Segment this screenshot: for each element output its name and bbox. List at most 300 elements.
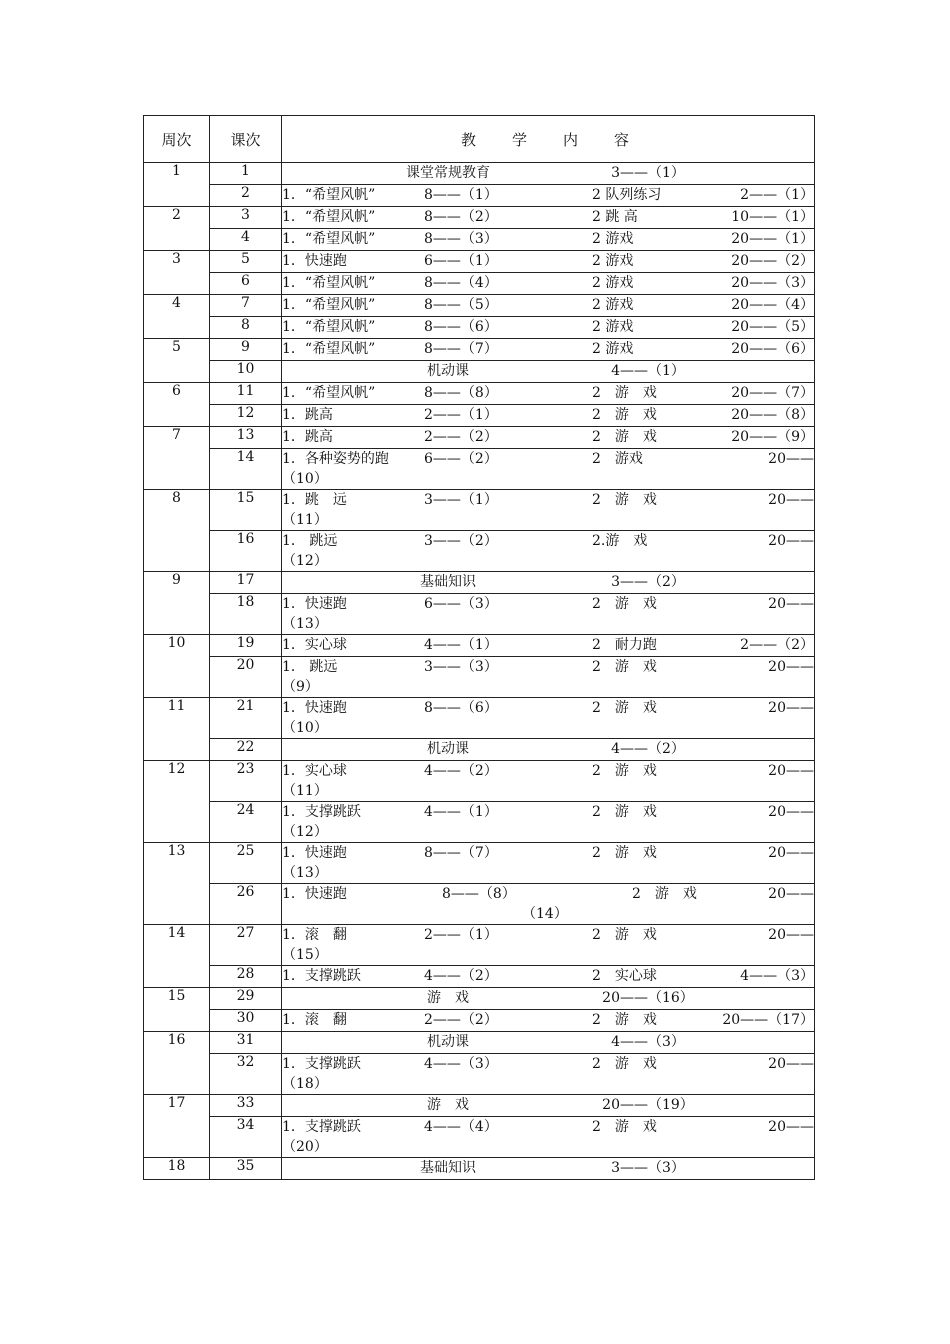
table-row [144,1095,815,1117]
table-row [144,317,815,339]
activity-1: 1．快速跑 [282,596,347,612]
activity-1: 1．快速跑 [282,253,347,269]
week-cell: 15 [144,988,210,1032]
table-row [144,490,815,531]
activity-1: 1．“希望风帆” [282,187,376,203]
activity-2: 2 游 戏 [592,407,657,423]
week-cell: 1 [144,163,210,207]
schedule-body [144,163,815,1180]
activity-2: 2 游戏 [592,451,643,467]
content-line [282,449,814,469]
activity-2-count: 20—— [768,451,814,467]
week-cell: 9 [144,572,210,635]
activity-2-group [592,1054,814,1074]
activity-2: 2 游戏 [592,253,634,269]
activity-1: 1．“希望风帆” [282,319,376,335]
activity-1-count: 4——（1） [424,804,498,820]
activity-1-count: 8——（6） [424,319,498,335]
header-row [144,116,815,163]
lesson-cell: 23 [210,761,282,802]
table-row [144,739,815,761]
content-cell [282,802,815,843]
table-row [144,698,815,739]
content-cell [282,361,815,383]
activity-1: 1． 跳远 [282,659,338,675]
activity-2-group [592,531,814,551]
content-centered [282,572,814,592]
content-cell [282,427,815,449]
lesson-cell: 14 [210,449,282,490]
content-line [282,531,814,551]
content-continuation: （11） [282,783,328,799]
activity-1-count: 3——（3） [424,659,498,675]
activity-1-count: 8——（8） [424,385,498,401]
activity-1-count: 8——（6） [424,700,498,716]
activity-2: 2 实心球 [592,968,657,984]
activity-1-count: 4——（4） [424,1119,498,1135]
activity-2: 2 游 戏 [592,1119,657,1135]
table-row [144,572,815,594]
activity-2-group [592,339,814,359]
lesson-cell: 5 [210,251,282,273]
activity-2-group [592,317,814,337]
activity-2-group [592,383,814,403]
activity-2-group [592,273,814,293]
content-line [282,1010,814,1030]
activity-2-group [592,427,814,447]
activity-2: 2 游 戏 [632,886,697,902]
lesson-cell: 35 [210,1158,282,1180]
content-cell [282,449,815,490]
activity-2-group [592,925,814,945]
activity-1-count: 8——（1） [424,187,498,203]
content-cell [282,657,815,698]
activity-count: 4——（2） [611,741,685,757]
table-row [144,966,815,988]
table-row [144,1032,815,1054]
content-centered [282,988,814,1008]
lesson-cell: 27 [210,925,282,966]
activity-2-count: 20——（1） [731,231,814,247]
table-row [144,185,815,207]
lesson-cell: 30 [210,1010,282,1032]
activity-2-count: 20—— [768,596,814,612]
activity-2-count: 20—— [768,659,814,675]
lesson-cell: 19 [210,635,282,657]
content-line [282,884,814,904]
activity-1-count: 8——（7） [424,341,498,357]
week-cell: 14 [144,925,210,988]
activity-2-group [592,251,814,271]
content-centered [282,739,814,759]
lesson-cell: 15 [210,490,282,531]
activity-1: 1．实心球 [282,763,347,779]
table-row [144,635,815,657]
activity-2-count: 20—— [768,886,814,902]
activity-2: 2 游 戏 [592,804,657,820]
table-row [144,405,815,427]
activity-2-group [592,657,814,677]
table-row [144,229,815,251]
activity-1: 1．支撑跳跃 [282,1056,361,1072]
table-row [144,531,815,572]
activity-1-count: 3——（1） [424,492,498,508]
content-line [282,427,814,447]
lesson-cell: 9 [210,339,282,361]
activity-count: 20——（16） [602,990,694,1006]
activity-1: 1．跳高 [282,407,333,423]
content-continuation: （10） [282,720,328,736]
activity-1: 1．实心球 [282,637,347,653]
table-row [144,295,815,317]
activity-1: 1．支撑跳跃 [282,804,361,820]
table-row [144,657,815,698]
content-continuation: （12） [282,553,328,569]
week-cell: 8 [144,490,210,572]
content-cell [282,635,815,657]
activity-count: 20——（19） [602,1097,694,1113]
lesson-cell: 10 [210,361,282,383]
lesson-cell: 4 [210,229,282,251]
lesson-cell: 25 [210,843,282,884]
activity-2-count: 20—— [768,1056,814,1072]
content-continuation: （10） [282,471,328,487]
table-row [144,1158,815,1180]
content-cell [282,698,815,739]
lesson-cell: 33 [210,1095,282,1117]
activity-1-count: 8——（4） [424,275,498,291]
activity-2-count: 20—— [768,700,814,716]
table-row [144,884,815,925]
content-line [282,405,814,425]
content-cell [282,163,815,185]
table-row [144,449,815,490]
week-cell: 12 [144,761,210,843]
content-line [282,802,814,822]
lesson-cell: 21 [210,698,282,739]
activity-name: 基础知识 [420,1160,476,1176]
week-cell: 18 [144,1158,210,1180]
activity-name: 机动课 [427,1034,469,1050]
content-continuation: （11） [282,512,328,528]
activity-2-group [592,229,814,249]
content-line [282,843,814,863]
content-line [282,339,814,359]
activity-2-count: 20——（7） [731,385,814,401]
activity-2-group [592,843,814,863]
table-row [144,988,815,1010]
content-continuation: （15） [282,947,328,963]
activity-2-group [592,698,814,718]
activity-2-group [592,207,814,227]
activity-2: 2.游 戏 [592,533,648,549]
activity-name: 课堂常规教育 [406,165,490,181]
content-cell [282,594,815,635]
content-cell [282,531,815,572]
week-cell: 3 [144,251,210,295]
table-row [144,1117,815,1158]
content-cell [282,966,815,988]
activity-1-count: 4——（2） [424,968,498,984]
activity-2-group [632,884,814,904]
activity-1-count: 8——（3） [424,231,498,247]
activity-1: 1．“希望风帆” [282,275,376,291]
activity-2-count: 20——（3） [731,275,814,291]
activity-2-group [592,295,814,315]
content-line [282,925,814,945]
activity-2: 2 耐力跑 [592,637,657,653]
content-cell [282,739,815,761]
content-cell [282,1032,815,1054]
lesson-cell: 22 [210,739,282,761]
content-line [282,273,814,293]
content-cell [282,1010,815,1032]
content-continuation: （13） [282,616,328,632]
table-row [144,594,815,635]
activity-1-count: 6——（3） [424,596,498,612]
activity-1-count: 8——（2） [424,209,498,225]
activity-2-count: 20—— [768,927,814,943]
activity-1-count: 6——（1） [424,253,498,269]
activity-1: 1．快速跑 [282,845,347,861]
lesson-cell: 24 [210,802,282,843]
activity-1: 1．快速跑 [282,886,347,902]
content-line [282,207,814,227]
activity-1-count: 6——（2） [424,451,498,467]
activity-count: 3——（1） [611,165,685,181]
content-line [282,698,814,718]
activity-name: 机动课 [427,363,469,379]
activity-2-count: 20—— [768,492,814,508]
activity-2-group [592,966,814,986]
activity-2: 2 游戏 [592,341,634,357]
activity-1-count: 3——（2） [424,533,498,549]
table-row [144,802,815,843]
lesson-cell: 13 [210,427,282,449]
content-centered [282,1095,814,1115]
activity-2-count: 20—— [768,845,814,861]
header-lesson: 课次 [210,116,282,163]
activity-2-group [592,802,814,822]
table-row [144,361,815,383]
activity-2-count: 20——（17） [722,1012,814,1028]
week-cell: 5 [144,339,210,383]
activity-2-group [592,1117,814,1137]
week-cell: 13 [144,843,210,925]
activity-1: 1．“希望风帆” [282,385,376,401]
activity-2-count: 4——（3） [740,968,814,984]
activity-1: 1．“希望风帆” [282,231,376,247]
content-cell [282,339,815,361]
content-cell [282,405,815,427]
content-line [282,966,814,986]
activity-count: 4——（1） [611,363,685,379]
activity-2-count: 20—— [768,804,814,820]
content-cell [282,317,815,339]
activity-1-count: 4——（2） [424,763,498,779]
content-cell [282,185,815,207]
table-row [144,251,815,273]
activity-2-group [592,594,814,614]
activity-2: 2 游戏 [592,231,634,247]
content-continuation: （14） [522,906,568,922]
activity-1: 1．滚 翻 [282,1012,347,1028]
activity-2: 2 游 戏 [592,1056,657,1072]
content-line [282,1117,814,1137]
activity-2-count: 20——（5） [731,319,814,335]
content-cell [282,273,815,295]
content-line [282,251,814,271]
content-line [282,594,814,614]
content-line [282,295,814,315]
content-line [282,761,814,781]
content-cell [282,1117,815,1158]
table-row [144,843,815,884]
activity-name: 游 戏 [427,990,469,1006]
activity-1: 1．“希望风帆” [282,209,376,225]
content-line [282,635,814,655]
week-cell: 17 [144,1095,210,1158]
activity-2-count: 20——（4） [731,297,814,313]
activity-1-count: 8——（7） [424,845,498,861]
content-cell [282,988,815,1010]
content-continuation: （13） [282,865,328,881]
content-line [282,490,814,510]
week-cell: 4 [144,295,210,339]
activity-1-count: 2——（1） [424,407,498,423]
activity-count: 3——（2） [611,574,685,590]
content-cell [282,295,815,317]
lesson-cell: 34 [210,1117,282,1158]
week-cell: 6 [144,383,210,427]
table-row [144,925,815,966]
activity-2: 2 游 戏 [592,429,657,445]
activity-1-count: 4——（3） [424,1056,498,1072]
content-cell [282,761,815,802]
content-continuation: （9） [282,679,319,695]
header-content: 教学内容 [282,116,815,163]
activity-name: 机动课 [427,741,469,757]
activity-name: 基础知识 [420,574,476,590]
lesson-cell: 18 [210,594,282,635]
lesson-cell: 6 [210,273,282,295]
lesson-cell: 3 [210,207,282,229]
content-cell [282,572,815,594]
activity-2: 2 游戏 [592,319,634,335]
lesson-cell: 7 [210,295,282,317]
activity-1-count: 2——（1） [424,927,498,943]
activity-count: 3——（3） [611,1160,685,1176]
activity-2: 2 游 戏 [592,763,657,779]
header-week: 周次 [144,116,210,163]
activity-2: 2 队列练习 [592,187,662,203]
table-row [144,339,815,361]
activity-1-count: 8——（5） [424,297,498,313]
lesson-cell: 17 [210,572,282,594]
content-continuation: （12） [282,824,328,840]
activity-2-count: 20——（9） [731,429,814,445]
activity-name: 游 戏 [427,1097,469,1113]
content-cell [282,925,815,966]
lesson-cell: 31 [210,1032,282,1054]
content-line [282,229,814,249]
activity-2-group [592,405,814,425]
content-centered [282,1158,814,1178]
content-line [282,185,814,205]
activity-2-group [592,185,814,205]
content-cell [282,884,815,925]
lesson-cell: 29 [210,988,282,1010]
table-row [144,1010,815,1032]
content-cell [282,229,815,251]
week-cell: 2 [144,207,210,251]
activity-2-group [592,635,814,655]
activity-1: 1．滚 翻 [282,927,347,943]
activity-2-count: 20—— [768,763,814,779]
activity-2-group [592,490,814,510]
content-cell [282,207,815,229]
content-line [282,317,814,337]
activity-2-group [592,761,814,781]
lesson-cell: 32 [210,1054,282,1095]
content-centered [282,1032,814,1052]
lesson-cell: 1 [210,163,282,185]
activity-2: 2 游 戏 [592,659,657,675]
content-cell [282,1054,815,1095]
lesson-cell: 16 [210,531,282,572]
activity-2-group [592,1010,814,1030]
activity-1-count: 4——（1） [424,637,498,653]
activity-1: 1．各种姿势的跑 [282,451,389,467]
activity-2-count: 10——（1） [731,209,814,225]
lesson-cell: 20 [210,657,282,698]
activity-1: 1．快速跑 [282,700,347,716]
activity-1: 1． 跳远 [282,533,338,549]
activity-2: 2 游 戏 [592,596,657,612]
activity-2-count: 20——（8） [731,407,814,423]
lesson-cell: 12 [210,405,282,427]
week-cell: 7 [144,427,210,490]
activity-1: 1．“希望风帆” [282,341,376,357]
lesson-cell: 8 [210,317,282,339]
activity-2-group [592,449,814,469]
content-cell [282,1095,815,1117]
content-cell [282,383,815,405]
content-continuation: （20） [282,1139,328,1155]
activity-2: 2 游 戏 [592,1012,657,1028]
activity-2: 2 游 戏 [592,385,657,401]
content-cell [282,1158,815,1180]
activity-1-count: 2——（2） [424,429,498,445]
table-row [144,207,815,229]
activity-2-count: 2——（2） [740,637,814,653]
activity-1: 1．跳 远 [282,492,347,508]
activity-1: 1．跳高 [282,429,333,445]
activity-2-count: 20—— [768,533,814,549]
activity-1: 1．支撑跳跃 [282,968,361,984]
activity-2: 2 游戏 [592,275,634,291]
week-cell: 16 [144,1032,210,1095]
content-cell [282,843,815,884]
table-row [144,1054,815,1095]
table-row [144,761,815,802]
content-centered [282,163,814,183]
activity-2-count: 2——（1） [740,187,814,203]
week-cell: 11 [144,698,210,761]
activity-2-count: 20——（6） [731,341,814,357]
activity-1-count: 2——（2） [424,1012,498,1028]
table-row [144,383,815,405]
